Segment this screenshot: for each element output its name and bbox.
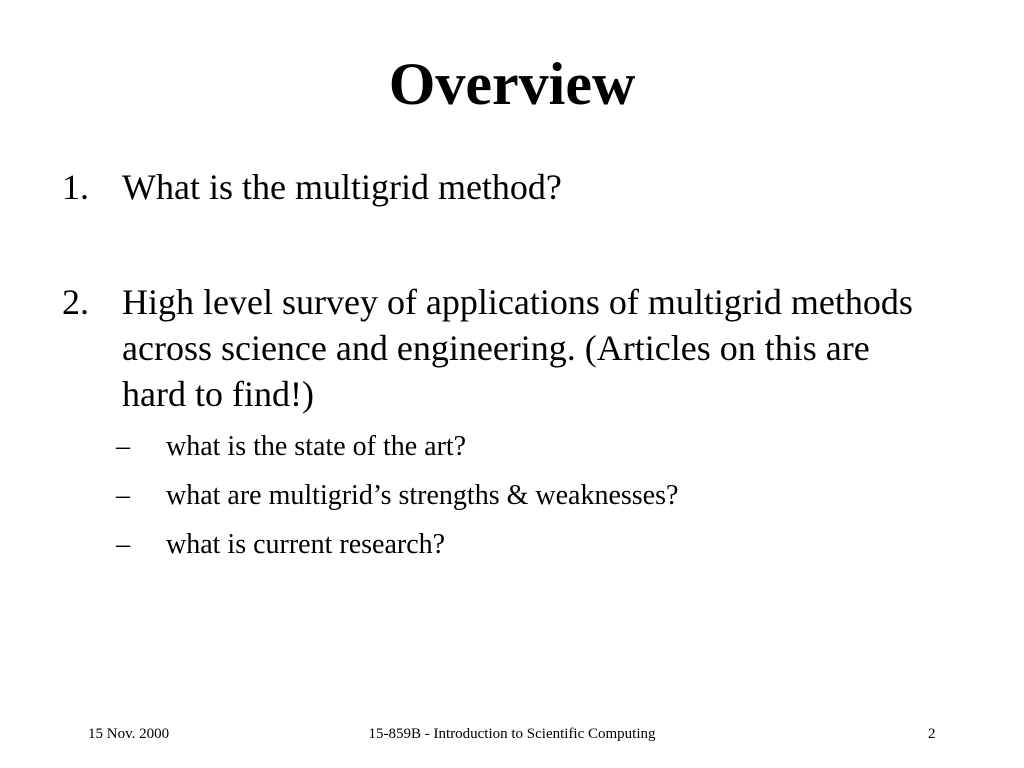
sub-item-text: what are multigrid’s strengths & weaknesses?: [166, 480, 679, 511]
sub-item-text: what is current research?: [166, 529, 446, 560]
list-item-text: High level survey of applications of multigrid methods across science and engineering. (Articles on this are hard to find!): [122, 282, 913, 414]
sub-item-text: what is the state of the art?: [166, 431, 467, 462]
footer-date: 15 Nov. 2000: [88, 726, 170, 742]
slide-title: Overview: [388, 51, 636, 117]
dash-bullet: –: [116, 529, 130, 560]
list-item-text: What is the multigrid method?: [122, 167, 562, 207]
dash-bullet: –: [116, 480, 130, 511]
dash-bullet: –: [116, 431, 130, 462]
list-item-number: 1.: [62, 167, 89, 207]
footer-course-title: 15-859B - Introduction to Scientific Computing: [368, 726, 656, 742]
list-item-number: 2.: [62, 282, 89, 322]
footer-page-number: 2: [928, 726, 936, 742]
